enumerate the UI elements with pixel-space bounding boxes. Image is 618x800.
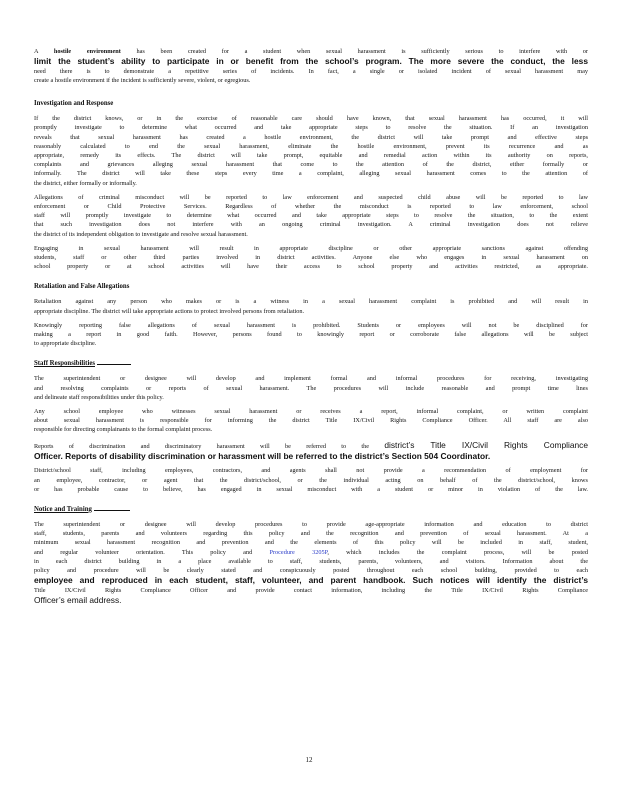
staff-paragraph-2: Any school employee who witnesses sexual harassment or receives a report, informal complaint, or written complaint about sexual harassment is responsible for informing the district Title IX/Civil Rights Compliance Officer. All staff are also responsible for directing complainants to the formal complaint process. bbox=[34, 407, 588, 434]
hostile-environment-term: hostile environment bbox=[53, 48, 121, 55]
intro-line-2: limit the student’s ability to participate in or benefit from the school’s program. The more severe the conduct, the less bbox=[34, 56, 588, 67]
page-number: 12 bbox=[305, 756, 313, 764]
heading-retaliation: Retaliation and False Allegations bbox=[34, 283, 130, 291]
intro-line-4: create a hostile environment if the incident is sufficiently severe, violent, or egregious. bbox=[34, 76, 251, 84]
heading-staff-responsibilities: Staff Responsibilities bbox=[34, 360, 95, 368]
policy-text bbox=[34, 47, 588, 605]
staff-paragraph-4: District/school staff, including employees, contractors, and agents shall not provide a recommendation of employment for an employee, contractor, or agent that the district/school, or the individual acting on behalf of the district/school, knows or has probable cause to believe, has engaged in sexual misconduct with a student or minor in violation of the law. bbox=[34, 467, 588, 493]
intro-line-3: need there is to demonstrate a repetitive series of incidents. In fact, a single or isolated incident of sexual harassment may bbox=[34, 67, 588, 75]
intro-line-1: A hostile environment has been created for a student when sexual harassment is sufficiently serious to interfere with or bbox=[34, 48, 588, 55]
staff-paragraph-1: The superintendent or designee will develop and implement formal and informal procedures for receiving, investigating and resolving complaints or reports of sexual harassment. The procedures will include reasonable and prompt time lines and delineate staff responsibilities under this policy. bbox=[34, 375, 588, 401]
investigation-paragraph-3: Engaging in sexual harassment will result in appropriate discipline or other appropriate sanctions against offending students, staff or other third parties involved in district activities. Anyone else who engages in sexual harassment on school property or at school activities will have their access to school property and activities restricted, as appropriate. bbox=[34, 244, 588, 271]
notice-paragraph: The superintendent or designee will develop procedures to provide age-appropriate information and education to district staff, students, parents and volunteers regarding this policy and the recognition and prevention of sexual harassment. At a minimum sexual harassment recognition and prevention and the elements of this policy will be included in staff, student, and regular volunteer orientation. This policy and Procedure 3205P, which includes the complaint process, will be posted in each district building in a place available to staff, students, parents, volunteers, and visitors. Information about the policy and procedure will be clearly stated and conspicuously posted throughout each school building, provided to each employee and reproduced in each student, staff, volunteer, and parent handbook. Such notices will identify the district’s Title IX/Civil Rights Compliance Officer and provide contact information, including the Title IX/Civil Rights Compliance Officer’s email address. bbox=[34, 520, 589, 605]
procedure-3205p-link[interactable]: Procedure 3205P bbox=[269, 548, 328, 556]
heading-underline bbox=[94, 510, 130, 511]
retaliation-paragraph-2: Knowingly reporting false allegations of sexual harassment is prohibited. Students or employees will not be disciplined for making a report in good faith. However, persons found to knowingly report or corroborate false allegations will be subject to appropriate discipline. bbox=[34, 321, 588, 348]
investigation-paragraph-1: If the district knows, or in the exercise of reasonable care should have known, that sexual harassment has occurred, it will promptly investigate to determine what occurred and take appropriate steps to resolve the situation. If an investigation reveals that sexual harassment has created a hostile environment, the district will take prompt and effective steps reasonably calculated to end the sexual harassment, eliminate the hostile environment, prevent its recurrence and as appropriate, remedy its effects. The district will take prompt, equitable and remedial action within its authority on reports, complaints and grievances alleging sexual harassment that come to the attention of the district, either formally or informally. The district will take these steps every time a complaint, alleging sexual harassment comes to the attention of the district, either formally or informally. bbox=[34, 115, 588, 187]
staff-paragraph-3: Reports of discrimination and discriminatory harassment will be referred to the district’s Title IX/Civil Rights Compliance Officer. Reports of disability discrimination or harassment will be referred to the district’s Section 504 Coordinator. bbox=[34, 439, 588, 461]
investigation-paragraph-2: Allegations of criminal misconduct will be reported to law enforcement and suspected child abuse will be reported to law enforcement or Child Protective Services. Regardless of whether the misconduct is reported to law enforcement, school staff will promptly investigate to determine what occurred and take appropriate steps to resolve the situation, to the extent that such investigation does not interfere with an ongoing criminal investigation. A criminal investigation does not relieve the district of its independent obligation to investigate and resolve sexual harassment. bbox=[34, 193, 588, 238]
heading-underline bbox=[97, 364, 131, 365]
retaliation-paragraph-1: Retaliation against any person who makes or is a witness in a sexual harassment complaint is prohibited and will result in appropriate discipline. The district will take appropriate actions to protect involved persons from retaliation. bbox=[34, 298, 588, 315]
heading-investigation: Investigation and Response bbox=[34, 100, 114, 108]
heading-notice-training: Notice and Training bbox=[34, 505, 92, 513]
